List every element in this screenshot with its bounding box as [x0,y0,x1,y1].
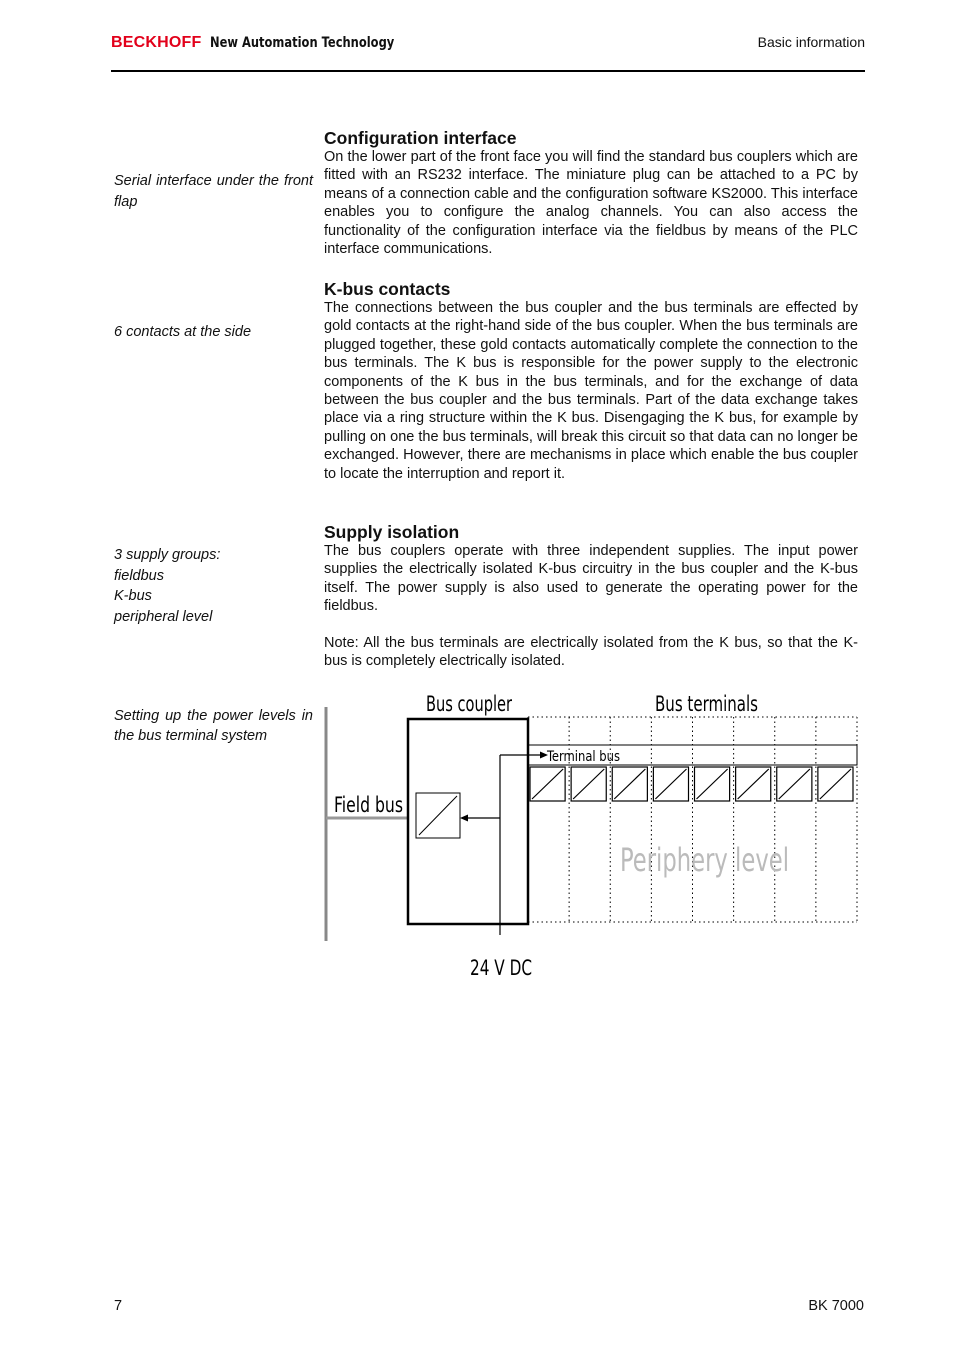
terminal-grid [528,717,857,922]
periphery-level-label: Periphery level [620,841,789,879]
bus-terminals-label: Bus terminals [655,692,758,716]
section-heading: Supply isolation [324,522,460,542]
supply-voltage-label: 24 V DC [470,956,532,980]
margin-note-supply [114,545,313,627]
section-body: The connections between the bus coupler and the bus terminals are effected by gold contacts at the right-hand side of the bus coupler. When the bus terminals are plugged together, these gold contacts automatically complete the connection to the bus terminals. The K bus is responsible for the power supply to the electronic components of the K bus in the bus terminals, and for the exchange of data between the bus coupler and the bus terminals. Part of the data exchange takes place via a ring structure within the K bus. Disengaging the K bus, for example by pulling on one the bus terminals, will break this circuit so that data can no longer be exchanged. However, there are mechanisms in place which enable the bus coupler to locate the interruption and report it. [324,300,858,482]
brand-logo [111,34,435,52]
section-configuration-interface [324,128,858,258]
page-header [111,30,865,72]
section-kbus-contacts [324,279,858,483]
section-body: The bus couplers operate with three independent supplies. The input power supplies the electrically isolated K-bus circuitry in the bus coupler and the K-bus itself. The power supply is also used to generate the operating power for the fieldbus. [324,543,858,615]
section-heading: K-bus contacts [324,279,451,299]
page-number: 7 [114,1298,123,1314]
document-name: BK 7000 [808,1298,864,1314]
margin-note-diagram: Setting up the power levels in the bus terminal system [114,708,313,744]
power-levels-diagram [320,685,865,985]
margin-note-line: peripheral level [114,608,213,625]
margin-note-config: Serial interface under the front flap [114,173,313,210]
bus-coupler-label: Bus coupler [426,692,513,716]
section-title: Basic information [757,34,865,50]
section-note: Note: All the bus terminals are electrically isolated from the K bus, so that the K-bus is completely electrically isolated. [324,634,858,670]
margin-note-line: 3 supply groups: [114,547,221,563]
field-bus-label: Field bus [334,793,403,817]
brand-tagline: New Automation Technology [209,35,395,51]
margin-note-line: K-bus [114,588,152,604]
margin-note-line: fieldbus [114,567,164,584]
section-supply-isolation [324,522,858,670]
terminal-bus-label: Terminal bus [546,749,620,765]
section-heading: Configuration interface [324,128,517,148]
brand-name: BECKHOFF [111,34,202,51]
section-body: On the lower part of the front face you will find the standard bus couplers which are fitted with an RS232 interface. The miniature plug can be attached to a PC by means of a connection cable and the configuration software KS2000. This interface enables you to configure the analog channels. You can also access the functionality of the configuration interface via the fieldbus by means of the PLC interface communications. [324,149,858,258]
margin-note-kbus: 6 contacts at the side [114,324,252,340]
